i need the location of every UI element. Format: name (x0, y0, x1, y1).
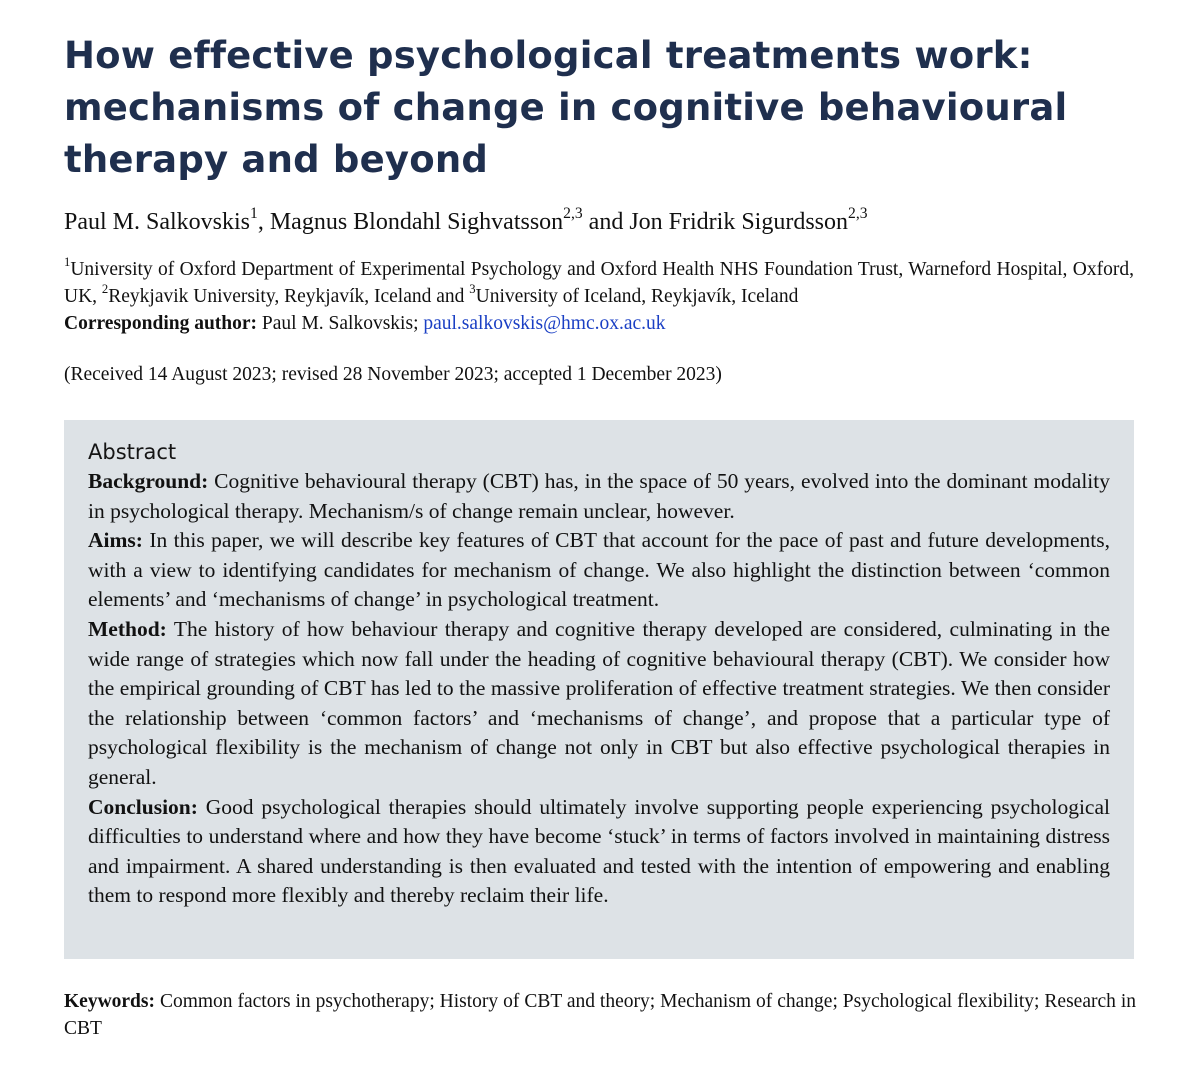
publication-dates: (Received 14 August 2023; revised 28 November 2023; accepted 1 December 2023) (64, 364, 722, 385)
title-line-2: mechanisms of change in cognitive behavioural (64, 86, 1068, 129)
article-title (64, 30, 1144, 186)
abstract-background (88, 467, 1110, 526)
section-text: Good psychological therapies should ultimately involve supporting people experiencing psychological difficulties to understand where and how they have become ‘stuck’ in terms of factors involved in maintaining distress and impairment. A shared understanding is then evaluated and tested with the intention of empowering and enabling them to respond more flexibly and thereby reclaim their life. (88, 794, 1110, 908)
affiliation-number: 2 (101, 281, 109, 296)
affiliation: Reykjavik University, Reykjavík, Iceland and (108, 286, 470, 307)
author-affiliation-ref: 1 (250, 204, 258, 222)
affiliation: University of Oxford Department of Experimental Psychology and Oxford Health NHS Foundation Trust, Warneford Hospital, Oxford, UK, (64, 259, 1134, 307)
affiliation-text (64, 256, 1134, 310)
author-affiliation-ref: 2,3 (563, 204, 583, 222)
author-name: Magnus Blondahl Sighvatsson (269, 209, 564, 235)
section-label: Conclusion: (88, 794, 198, 819)
keywords (64, 988, 1136, 1042)
section-label: Aims: (88, 528, 143, 553)
keywords-label: Keywords: (64, 991, 155, 1012)
corresponding-author (64, 310, 1134, 337)
affiliations (64, 256, 1134, 337)
corresponding-label: Corresponding author: (64, 313, 258, 334)
author-separator: , (257, 209, 270, 235)
section-text: The history of how behaviour therapy and cognitive therapy developed are considered, culminating in the wide range of strategies which now fall under the heading of cognitive behavioural therapy (CBT). We consider how the empirical grounding of CBT has led to the massive proliferation of effective treatment strategies. We then consider the relationship between ‘common factors’ and ‘mechanisms of change’, and propose that a particular type of psychological flexibility is the mechanism of change not only in CBT but also effective psychological therapies in general. (88, 616, 1110, 789)
corresponding-email-link[interactable]: paul.salkovskis@hmc.ox.ac.uk (423, 313, 666, 334)
author-list (64, 205, 1144, 239)
abstract-heading: Abstract (88, 440, 177, 464)
author-name: Paul M. Salkovskis (64, 209, 251, 235)
abstract-aims (88, 526, 1110, 615)
abstract-conclusion (88, 793, 1110, 911)
corresponding-name: Paul M. Salkovskis; (257, 313, 424, 334)
title-line-3: therapy and beyond (64, 138, 489, 181)
author-name: Jon Fridrik Sigurdsson (629, 209, 849, 235)
title-line-1: How effective psychological treatments work: (64, 34, 1033, 77)
section-text: In this paper, we will describe key features of CBT that account for the pace of past and future developments, with a view to identifying candidates for mechanism of change. We also highlight the distinction between ‘common elements’ and ‘mechanisms of change’ in psychological treatment. (88, 528, 1110, 612)
section-text: Cognitive behavioural therapy (CBT) has, in the space of 50 years, evolved into the dominant modality in psychological therapy. Mechanism/s of change remain unclear, however. (88, 469, 1110, 523)
author-separator: and (582, 209, 630, 235)
affiliation-number: 1 (64, 254, 71, 269)
author-affiliation-ref: 2,3 (848, 204, 868, 222)
affiliation-number: 3 (469, 281, 476, 296)
abstract-method (88, 615, 1110, 793)
affiliation: University of Iceland, Reykjavík, Iceland (475, 286, 799, 307)
section-label: Method: (88, 616, 167, 641)
abstract-box (64, 420, 1134, 959)
section-label: Background: (88, 469, 209, 493)
keywords-text: Common factors in psychotherapy; History of CBT and theory; Mechanism of change; Psychological flexibility; Research in CBT (64, 991, 1136, 1039)
